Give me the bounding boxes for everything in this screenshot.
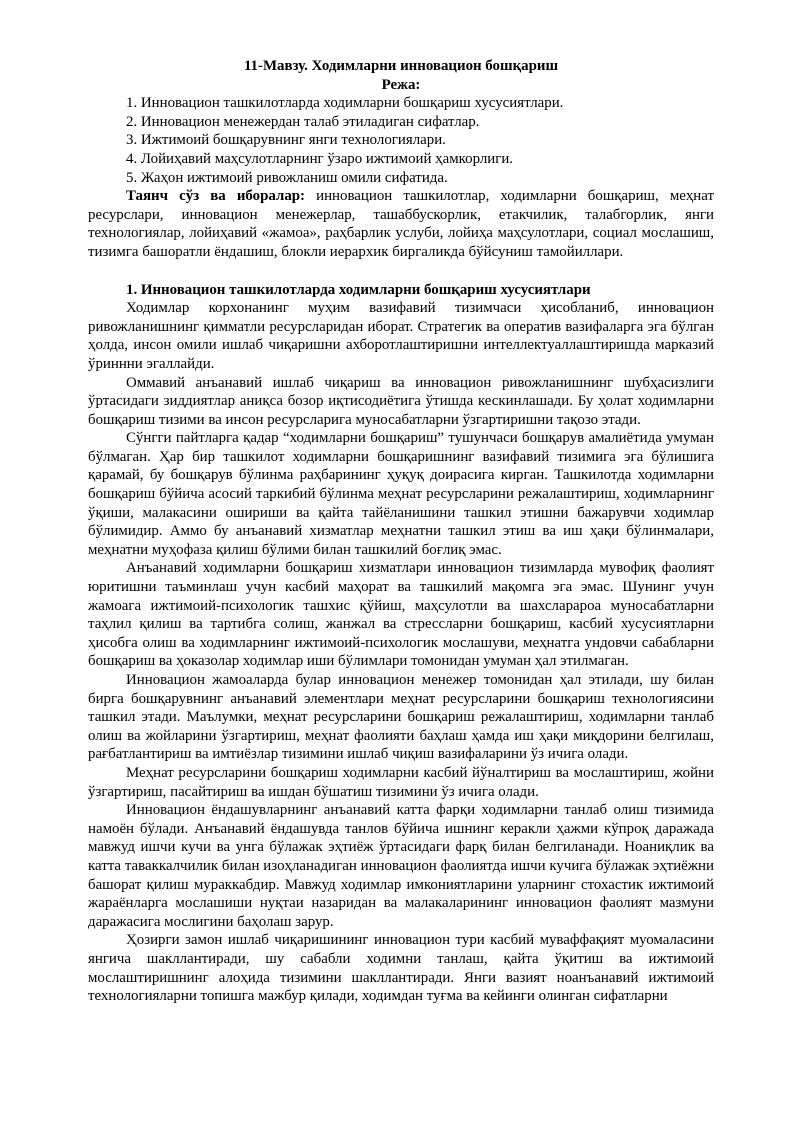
plan-heading: Режа: bbox=[381, 76, 421, 93]
section-heading: 1. Инновацион ташкилотларда ходимларни бошқариш хусусиятлари bbox=[126, 281, 591, 298]
plan-item: 2. Инновацион менежердан талаб этиладиган сифатлар. bbox=[126, 113, 480, 130]
plan-item: 1. Инновацион ташкилотларда ходимларни бошқариш хусусиятлари. bbox=[126, 95, 564, 112]
body-paragraph: Инновацион ёндашувларнинг анъанавий катта фарқи ходимларни танлаб олиш тизимида намоён бўлади. Анъанавий ёндашувда танлов бўйича ишнинг керакли ҳажми кўпроқ даражада мавжуд ишчи кучи ва унга бўлажак эҳтиёж ўртасидаги фарқ билан белгиланади. Ноаниқлик ва катта таваккалчилик билан изоҳланадиган инновацион фаолиятда ишчи кучига бўлажак эҳтиёжни башорат қилиш мураккабдир. Мавжуд ходимлар имкониятларини уларнинг стохастик ижтимоий жараёнларга мослашиши нуқтаи назаридан ва малакаларининг инновацион фаолият мазмуни даражасига мослигини баҳолаш зарур. bbox=[88, 802, 714, 930]
keywords-paragraph bbox=[88, 187, 714, 261]
plan-item: 5. Жаҳон ижтимоий ривожланиш омили сифатида. bbox=[126, 169, 448, 186]
plan-list bbox=[88, 94, 714, 187]
body-paragraph: Инновацион жамоаларда булар инновацион менежер томонидан ҳал этилади, шу билан бирга бошқарувнинг анъанавий элементлари меҳнат ресурсларини бошқариш технологиясини ташкил этади. Маълумки, меҳнат ресурсларини бошқариш режалаштириш, ходимларни танлаб олиш ва жойларини ўзгартириш, меҳнат фаолияти баҳлаш ҳамда иш ҳақи миқдорини белгилаш, рағбатлантириш ва имтиёзлар тизимини ишлаб чиқиш вазифаларини ўз ичига олади. bbox=[88, 672, 714, 763]
plan-item: 4. Лойиҳавий маҳсулотларнинг ўзаро ижтимоий ҳамкорлиги. bbox=[126, 150, 514, 167]
document-title: 11-Мавзу. Ходимларни инновацион бошқариш bbox=[243, 58, 559, 74]
keywords-text: инновацион ташкилотлар, ходимларни бошқариш, меҳнат ресурслари, инновацион менежерлар, ташаббускорлик, етакчилик, талабгорлик, янги технологиялар, лойиҳавий «жамоа», раҳбарлик услуби, лойиҳа маҳсулотлари, социал мослашиш, тизимга башоратли ёндашиш, блокли иерархик биргаликда бўйсуниш тамойиллари. bbox=[88, 188, 714, 260]
body-paragraph: Ходимлар корхонанинг муҳим вазифавий тизимчаси ҳисобланиб, инновацион ривожланишнинг қимматли ресурсларидан иборат. Стратегик ва оператив вазифаларга эга бўлган ҳолда, инсон омили ишлаб чиқаришни ахборотлаштиришни интеллектуаллаштиришда марказий ўриннни эгаллайди. bbox=[88, 300, 714, 372]
body-paragraph: Ҳозирги замон ишлаб чиқаришининг инновацион тури касбий муваффақият муомаласини янгича шакллантиради, шу сабабли ходимни танлаш, қайта ўқитиш ва ижтимоий мослаштиришнинг алоҳида тизимини шакллантиради. Янги вазият ноанъанавий ижтимоий технологияларни топишга мажбур қилади, ходимдан туғма ва кейинги олинган сифатларни bbox=[88, 932, 714, 1005]
keywords-label: Таянч сўз ва иборалар: bbox=[126, 188, 306, 205]
body-paragraph: Сўнгги пайтларга қадар “ходимларни бошқариш” тушунчаси бошқарув амалиётида умуман бўлмаган. Ҳар бир ташкилот ходимларни бошқаришнинг вазифавий тизимига эга бўлишига қарамай, бу бошқарув бўлинма раҳбарининг ҳуқуқ доирасига кирган. Ташкилотда ходимларни бошқариш бўйича асосий таркибий бўлинма меҳнат ресурсларини режалаштириш, ходимларнинг ўқиши, малакасини ошириши ва қайта тайёланишини ташкил этишни бажарувчи ходимлар бўлимидир. Аммо бу анъанавий хизматлар меҳнатни ташкил этиш ва иш ҳақи бўлинмалари, меҳнатни муҳофаза қилиш бўлими билан ташкилий боғлиқ эмас. bbox=[88, 430, 714, 558]
plan-item: 3. Ижтимоий бошқарувнинг янги технологиялари. bbox=[126, 132, 446, 149]
body-paragraph: Анъанавий ходимларни бошқариш хизматлари инновацион тизимларда мувофиқ фаолият юритишни таъминлаш учун касбий маҳорат ва ташкилий мақомга эга эмас. Шунинг учун жамоага ижтимоий-психологик ташхис қўйиш, маҳсулотли ва шахсларароа муносабатларни таҳлил қилиш ва тартибга солиш, жанжал ва стрессларни бошқариш, касбий хусусиятларни ҳисобга олиш ва ходимларнинг ижтимоий-психологик мослашуви, меҳнатга ундовчи сабабларни бошқариш ва ҳоказолар ходимлар иши бўлимлари томонидан умуман ҳал этилмаган. bbox=[88, 560, 714, 670]
body-paragraph: Меҳнат ресурсларини бошқариш ходимларни касбий йўналтириш ва мослаштириш, жойни ўзгартириш, пасайтириш ва ишдан бўшатиш тизимини ўз ичига олади. bbox=[88, 764, 714, 800]
body-paragraph: Оммавий анъанавий ишлаб чиқариш ва инновацион ривожланишнинг шубҳасизлиги ўртасидаги зиддиятлар аниқса бозор иқтисодиётига ўтишда кескинлашади. Бу ҳолат ходимларни бошқариш тизими ва инсон ресурсларига муносабатларни ўзгартиришни тақозо этади. bbox=[88, 374, 714, 428]
